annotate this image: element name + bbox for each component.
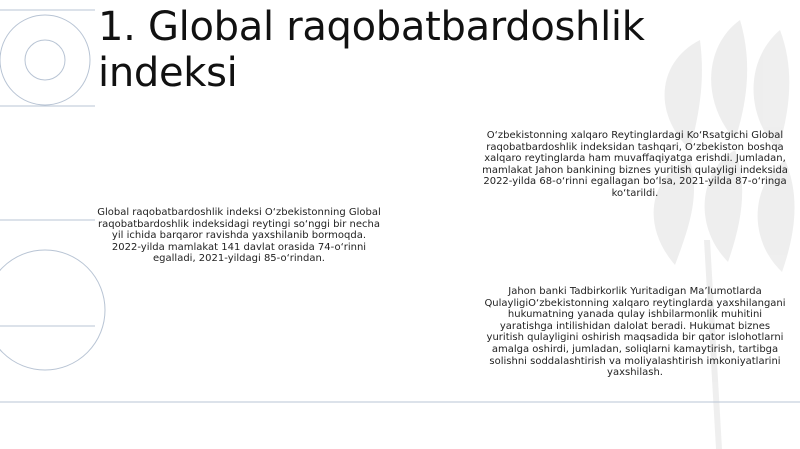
paragraph-world-bank: Jahon banki Tadbirkorlik Yuritadigan Ma’lumotlarda QulayligiO‘zbekistonning xalqaro reytinglarda yaxshilangani hukumatning yanada qulay ishbilarmonlik muhitini yaratishga intilishidan dalolat beradi. Hukumat biznes yuritish qulayligini oshirish maqsadida bir qator islohotlarni amalga oshirdi, jumladan, soliqlarni kamaytirish, tartibga solishni soddalashtirish va moliyalashtirish imkoniyatlarini yaxshilash.: [484, 286, 786, 379]
paragraph-global-index: Global raqobatbardoshlik indeksi O‘zbekistonning Global raqobatbardoshlik indeksidagi reytingi so‘nggi bir necha yil ichida barqaror ravishda yaxshilanib bormoqda. 2022-yilda mamlakat 141 davlat orasida 74-o‘rinni egalladi, 2021-yildagi 85-o‘rindan.: [97, 207, 381, 265]
slide-title: 1. Global raqobatbardoshlik indeksi: [98, 4, 645, 96]
paragraph-international-ratings: O‘zbekistonning xalqaro Reytinglardagi Ko‘Rsatgichi Global raqobatbardoshlik indeksidan tashqari, O‘zbekiston boshqa xalqaro reytinglarda ham muvaffaqiyatga erishdi. Jumladan, mamlakat Jahon bankining biznes yuritish qulayligi indeksida 2022-yilda 68-o‘rinni egallagan bo‘lsa, 2021-yilda 87-o‘ringa ko‘tarildi.: [482, 130, 788, 199]
